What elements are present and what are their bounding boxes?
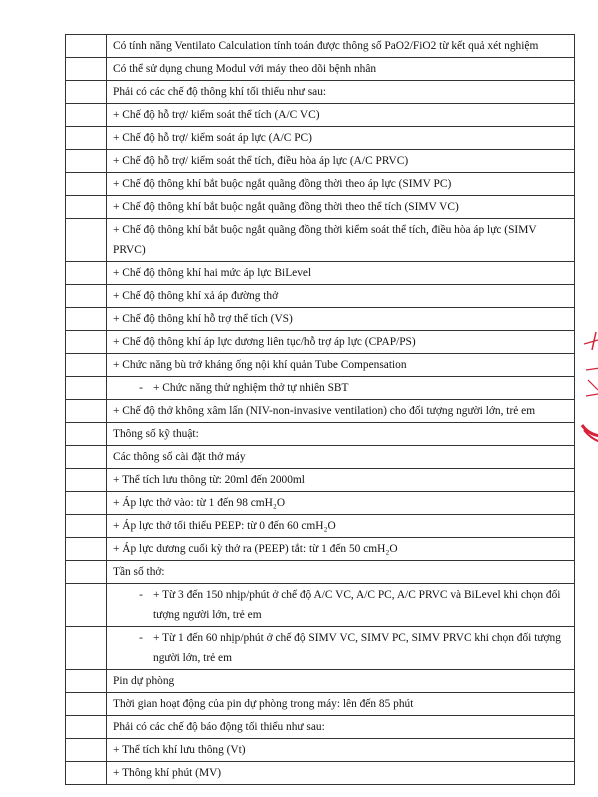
table-row [66, 35, 575, 58]
stamp-mark-2 [584, 340, 598, 344]
row-text-cell [107, 104, 575, 127]
row-text: + Thể tích khí lưu thông (Vt) [113, 744, 246, 756]
row-text: + Chức năng bù trở kháng ống nội khí quản Tube Compensation [113, 359, 407, 371]
row-number-cell [66, 515, 107, 538]
table-row [66, 104, 575, 127]
row-text-cell [107, 561, 575, 584]
bullet-dash: - [139, 382, 143, 394]
row-text-cell [107, 58, 575, 81]
row-number-cell [66, 561, 107, 584]
row-number-cell [66, 739, 107, 762]
row-text-cell [107, 446, 575, 469]
table-row [66, 127, 575, 150]
row-number-cell [66, 173, 107, 196]
red-stamp-edge [578, 330, 598, 445]
table-row [66, 58, 575, 81]
table-row [66, 262, 575, 285]
row-text: + Chế độ thông khí xả áp đường thở [113, 290, 279, 302]
row-text-cell [107, 173, 575, 196]
table-row [66, 308, 575, 331]
row-text-cell [107, 693, 575, 716]
row-text-cell [107, 196, 575, 219]
row-text: + Chế độ thông khí bắt buộc ngắt quãng đồng thời theo áp lực (SIMV PC) [113, 178, 452, 190]
row-number-cell [66, 196, 107, 219]
row-text-cell [107, 262, 575, 285]
bullet-dash: - [139, 589, 143, 601]
row-text: + Chế độ thông khí áp lực dương liên tục/hỗ trợ áp lực (CPAP/PS) [113, 336, 416, 348]
row-text: + Thông khí phút (MV) [113, 767, 222, 779]
row-text-cell [107, 492, 575, 515]
row-text: + Chế độ thở không xâm lấn (NIV-non-invasive ventilation) cho đối tượng người lớn, trẻ em [113, 405, 536, 417]
sub-bullet [113, 378, 570, 398]
spec-table-body [66, 35, 575, 785]
row-text-cell [107, 627, 575, 670]
table-row [66, 561, 575, 584]
row-text: Có tính năng Ventilato Calculation tính toán được thông số PaO2/FiO2 từ kết quả xét nghiệm [113, 40, 539, 52]
row-number-cell [66, 400, 107, 423]
row-text-cell [107, 670, 575, 693]
row-number-cell [66, 670, 107, 693]
row-text-cell [107, 538, 575, 561]
row-text: + Áp lực thở vào: từ 1 đến 98 cmH₂O [113, 497, 286, 509]
row-text: + Chế độ hỗ trợ/ kiểm soát áp lực (A/C PC) [113, 132, 312, 144]
row-text-cell [107, 762, 575, 785]
table-row [66, 331, 575, 354]
bullet-dash: - [139, 632, 143, 644]
table-row [66, 739, 575, 762]
table-row [66, 173, 575, 196]
row-text-cell [107, 716, 575, 739]
row-number-cell [66, 81, 107, 104]
row-text-cell [107, 584, 575, 627]
row-number-cell [66, 308, 107, 331]
row-text: Có thể sử dụng chung Modul với máy theo dõi bệnh nhân [113, 63, 377, 75]
bullet-text: + Từ 3 đến 150 nhịp/phút ở chế độ A/C VC, A/C PC, A/C PRVC và BiLevel khi chọn đối tượng người lớn, trẻ em [153, 589, 561, 621]
table-row [66, 150, 575, 173]
sub-bullet [113, 585, 570, 625]
row-number-cell [66, 693, 107, 716]
table-row [66, 446, 575, 469]
row-number-cell [66, 35, 107, 58]
row-number-cell [66, 762, 107, 785]
row-number-cell [66, 150, 107, 173]
row-text-cell [107, 219, 575, 262]
row-text: + Chế độ thông khí bắt buộc ngắt quãng đồng thời kiểm soát thể tích, điều hòa áp lực (SIMV PRVC) [113, 224, 537, 256]
row-number-cell [66, 262, 107, 285]
row-text-cell [107, 150, 575, 173]
stamp-mark-3 [586, 368, 598, 370]
table-row [66, 492, 575, 515]
table-row [66, 693, 575, 716]
row-text-cell [107, 81, 575, 104]
row-text: Phải có các chế độ báo động tối thiểu như sau: [113, 721, 325, 733]
row-text: + Áp lực dương cuối kỳ thở ra (PEEP) tắt: từ 1 đến 50 cmH₂O [113, 543, 398, 555]
row-text-cell [107, 354, 575, 377]
table-row [66, 469, 575, 492]
table-row [66, 354, 575, 377]
table-row [66, 219, 575, 262]
row-text-cell [107, 308, 575, 331]
row-text: Tần số thở: [113, 566, 165, 578]
table-row [66, 285, 575, 308]
row-number-cell [66, 538, 107, 561]
row-text-cell [107, 377, 575, 400]
row-text-cell [107, 739, 575, 762]
row-number-cell [66, 377, 107, 400]
spec-table [65, 34, 575, 785]
stamp-mark-4 [588, 380, 598, 390]
row-number-cell [66, 58, 107, 81]
row-text: Phải có các chế độ thông khí tối thiểu như sau: [113, 86, 327, 98]
row-text: + Thể tích lưu thông từ: 20ml đến 2000ml [113, 474, 305, 486]
table-row [66, 538, 575, 561]
row-text: + Chế độ thông khí bắt buộc ngắt quãng đồng thời theo thể tích (SIMV VC) [113, 201, 459, 213]
row-number-cell [66, 285, 107, 308]
row-number-cell [66, 354, 107, 377]
row-text-cell [107, 469, 575, 492]
row-text-cell [107, 331, 575, 354]
row-text: Pin dự phòng [113, 675, 175, 687]
table-row [66, 400, 575, 423]
table-row [66, 670, 575, 693]
row-text-cell [107, 127, 575, 150]
row-text: + Chế độ thông khí hai mức áp lực BiLevel [113, 267, 312, 279]
table-row [66, 716, 575, 739]
row-number-cell [66, 584, 107, 627]
row-number-cell [66, 716, 107, 739]
row-text: + Áp lực thở tối thiểu PEEP: từ 0 đến 60 cmH₂O [113, 520, 336, 532]
table-row [66, 515, 575, 538]
row-text-cell [107, 400, 575, 423]
row-number-cell [66, 492, 107, 515]
row-number-cell [66, 104, 107, 127]
table-row [66, 377, 575, 400]
bullet-text: + Chức năng thử nghiệm thở tự nhiên SBT [153, 382, 349, 394]
row-text-cell [107, 285, 575, 308]
row-number-cell [66, 127, 107, 150]
stamp-mark-5 [586, 394, 598, 396]
bullet-text: + Từ 1 đến 60 nhịp/phút ở chế độ SIMV VC, SIMV PC, SIMV PRVC khi chọn đối tượng người lớn, trẻ em [153, 632, 561, 664]
row-number-cell [66, 423, 107, 446]
row-number-cell [66, 469, 107, 492]
row-text: Thông số kỹ thuật: [113, 428, 199, 440]
row-number-cell [66, 627, 107, 670]
row-text: Các thông số cài đặt thở máy [113, 451, 246, 463]
row-number-cell [66, 446, 107, 469]
table-row [66, 584, 575, 627]
table-row [66, 762, 575, 785]
table-row [66, 81, 575, 104]
table-row [66, 627, 575, 670]
row-text: + Chế độ hỗ trợ/ kiểm soát thể tích, điều hòa áp lực (A/C PRVC) [113, 155, 409, 167]
table-row [66, 196, 575, 219]
row-text-cell [107, 515, 575, 538]
row-number-cell [66, 219, 107, 262]
row-number-cell [66, 331, 107, 354]
row-text: + Chế độ thông khí hỗ trợ thể tích (VS) [113, 313, 293, 325]
row-text: + Chế độ hỗ trợ/ kiểm soát thể tích (A/C VC) [113, 109, 320, 121]
row-text: Thời gian hoạt động của pin dự phòng trong máy: lên đến 85 phút [113, 698, 414, 710]
sub-bullet [113, 628, 570, 668]
row-text-cell [107, 35, 575, 58]
row-text-cell [107, 423, 575, 446]
table-row [66, 423, 575, 446]
